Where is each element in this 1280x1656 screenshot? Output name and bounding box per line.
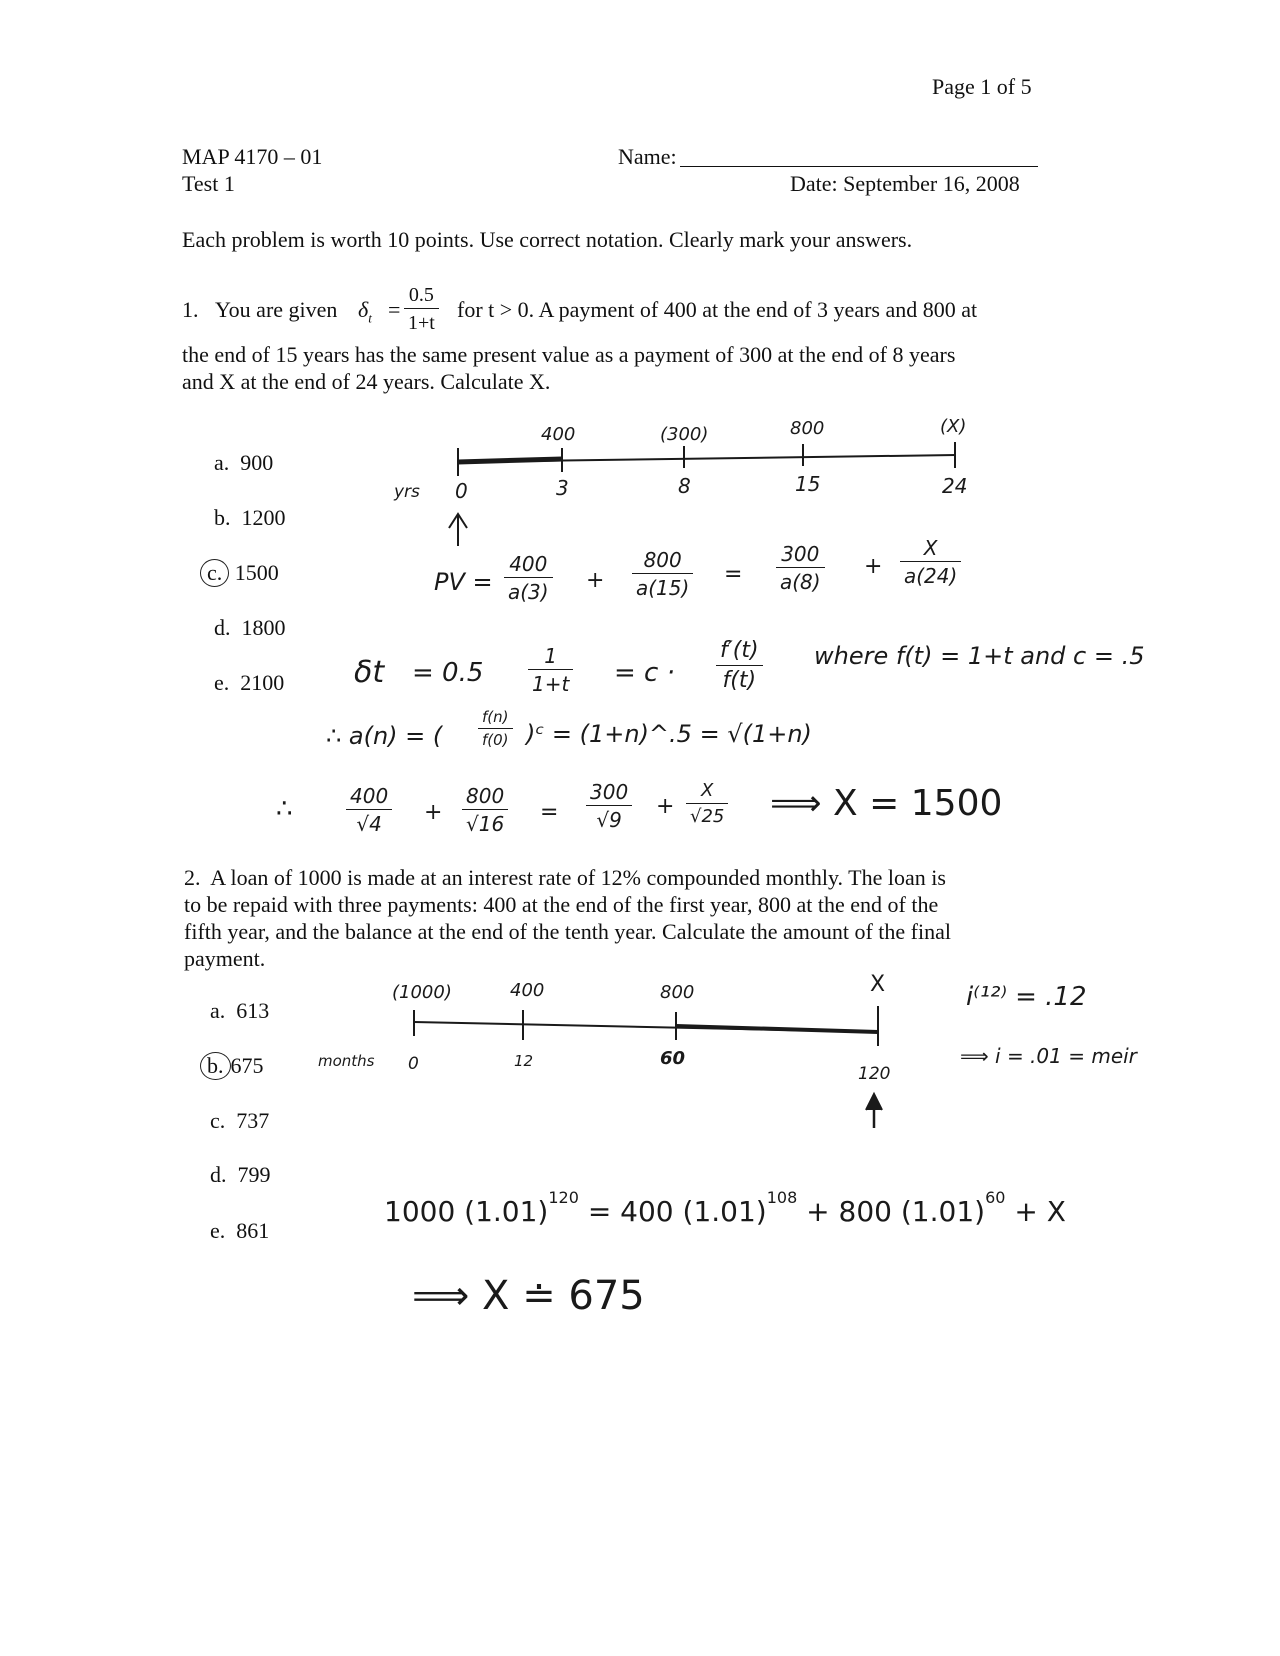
- pv-term-300: $\frac{300}{a(8)}$: [776, 544, 825, 592]
- timeline1-tick-label-24: 24: [942, 474, 968, 498]
- timeline2-amount-800: 800: [660, 982, 695, 1003]
- nominal-rate-note: i⁽¹²⁾ = .12: [966, 982, 1087, 1012]
- problem1-text-a: You are given: [215, 297, 338, 322]
- instructions: Each problem is worth 10 points. Use correct notation. Clearly mark your answers.: [182, 227, 913, 252]
- therefore-symbol: ∴: [276, 794, 293, 824]
- choice-2b-circled[interactable]: b. 675: [210, 1052, 264, 1080]
- choice-1b[interactable]: b. 1200: [214, 505, 286, 530]
- choice-1e[interactable]: e. 2100: [214, 670, 285, 695]
- timeline1-tick-label-8: 8: [678, 474, 691, 498]
- timeline2-tick-label-0: 0: [408, 1054, 419, 1074]
- timeline2-tick-label-12: 12: [514, 1052, 534, 1070]
- choice-1c-circled[interactable]: c. 1500: [210, 559, 279, 587]
- timeline2-amount-1000: (1000): [392, 982, 452, 1003]
- problem1-line3: and X at the end of 24 years. Calculate X.: [182, 369, 551, 394]
- final-plus-2: +: [656, 794, 675, 819]
- test-title: Test 1: [182, 171, 235, 196]
- choice-2a[interactable]: a. 613: [210, 998, 270, 1023]
- monthly-rate-note: ⟹ i = .01 = meir: [960, 1044, 1137, 1068]
- choice-2d[interactable]: d. 799: [210, 1162, 271, 1187]
- pv-plus-1: +: [586, 568, 605, 593]
- timeline1-amount-300: (300): [660, 424, 709, 445]
- delta-t-coef: = 0.5: [412, 658, 484, 688]
- timeline1-tick-label-15: 15: [795, 472, 821, 496]
- delta-symbol: $\delta_t$: [358, 297, 372, 326]
- name-label: Name:: [618, 144, 677, 169]
- loan-equation: 1000 $(1.01)^{120} = 400$ $(1.01)^{108} + 800$ $(1.01)^{60} + X$: [384, 1188, 1066, 1228]
- final-term-400: $\frac{400}{√4}$: [346, 786, 392, 834]
- pv-label: PV =: [434, 568, 493, 596]
- final-result-675: ⟹ X ≐ 675: [412, 1273, 645, 1319]
- timeline1-shaded-segment: [458, 459, 562, 462]
- pv-term-x: $\frac{X}{a(24)}$: [900, 538, 961, 586]
- timeline2-amount-400: 400: [510, 980, 545, 1001]
- test-date: Date: September 16, 2008: [790, 171, 1020, 196]
- course-code: MAP 4170 – 01: [182, 144, 323, 169]
- timeline1-amount-800: 800: [790, 418, 825, 439]
- timeline1-tick-label-3: 3: [556, 476, 569, 500]
- choice-1d[interactable]: d. 1800: [214, 615, 286, 640]
- delta-t-c: = c ·: [614, 658, 675, 688]
- final-term-x: $\frac{X}{√25}$: [686, 782, 728, 826]
- final-equals: =: [540, 800, 559, 825]
- timeline1-amount-x: (X): [940, 416, 967, 437]
- timeline2-arrow-head: [866, 1094, 882, 1110]
- timeline1-unit: yrs: [394, 482, 420, 502]
- problem1-line2: the end of 15 years has the same present value as a payment of 300 at the end of 8 years: [182, 342, 956, 367]
- problem1-text-b: for t > 0. A payment of 400 at the end of 3 years and 800 at: [457, 297, 978, 322]
- timeline2-tick-label-60: 60: [660, 1048, 686, 1069]
- pv-term-400: $\frac{400}{a(3)}$: [504, 554, 553, 602]
- page-number: Page 1 of 5: [932, 74, 1032, 99]
- timeline2-unit: months: [318, 1052, 375, 1070]
- problem2-statement: 2. A loan of 1000 is made at an interest rate of 12% compounded monthly. The loan is to be repaid with three payments: 400 at the end of the first year, 800 at the end of the fifth year, and the balance at the end of the tenth year. Calculate the amount of the final payment.: [184, 865, 951, 971]
- final-plus-1: +: [424, 800, 443, 825]
- final-term-300: $\frac{300}{√9}$: [586, 782, 632, 830]
- equals-sign: =: [388, 297, 401, 322]
- problem1-fraction: $\frac{0.5}{1+t}$: [404, 285, 439, 333]
- pv-term-800: $\frac{800}{a(15)}$: [632, 550, 693, 598]
- final-result-1500: ⟹ X = 1500: [770, 783, 1003, 824]
- timeline1-tick-label-0: 0: [455, 479, 468, 503]
- problem1-number: 1.: [182, 297, 199, 322]
- delta-t-fraction2: $\frac{f'(t)}{f(t)}$: [716, 640, 763, 692]
- delta-t-fraction: $\frac{1}{1+t}$: [528, 646, 573, 694]
- accum-fraction: $\frac{f(n)}{f(0)}$: [478, 710, 513, 748]
- accum-lhs: ∴ a(n) = (: [326, 722, 443, 750]
- choice-2e[interactable]: e. 861: [210, 1218, 270, 1243]
- problem2-number: 2.: [184, 865, 201, 890]
- where-note: where f(t) = 1+t and c = .5: [814, 642, 1145, 670]
- accum-rhs: )ᶜ = (1+n)^.5 = √(1+n): [526, 720, 812, 748]
- final-term-800: $\frac{800}{√16}$: [462, 786, 508, 834]
- choice-1a[interactable]: a. 900: [214, 450, 274, 475]
- timeline2-amount-x: X: [870, 972, 886, 997]
- choice-2c[interactable]: c. 737: [210, 1108, 270, 1133]
- delta-t-lhs: δt: [354, 655, 385, 690]
- pv-equals: =: [724, 562, 743, 587]
- pv-plus-2: +: [864, 554, 883, 579]
- timeline1-amount-400: 400: [541, 424, 576, 445]
- timeline2-tick-label-120: 120: [858, 1064, 891, 1084]
